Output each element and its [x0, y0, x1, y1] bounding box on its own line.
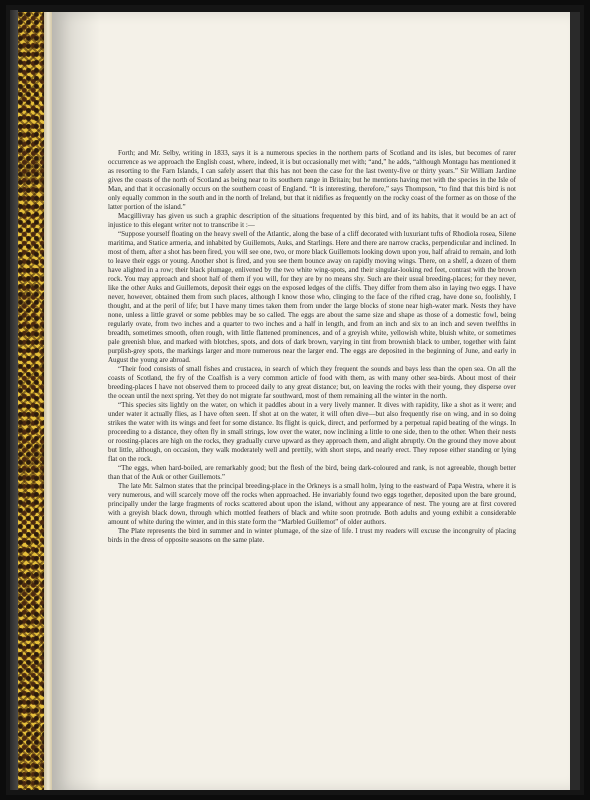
page-stack-edge	[44, 12, 52, 790]
book-page	[52, 12, 570, 790]
book-spine-edge	[10, 10, 18, 790]
gutter-shadow	[52, 12, 100, 790]
paragraph-3: “Suppose yourself floating on the heavy swell of the Atlantic, along the base of a cliff decorated with luxuriant tufts of Rhodiola rosea, Silene maritima, and Statice armeria, and inhabited by Guillemots, Auks, and Starlings. Here and there are narrow cracks, perpendicular and inclined. In most of them, after a shot has been fired, you will see one, two, or more black Guillemots looking down upon you, half afraid to remain, and loth to leave their eggs or young. Another shot is fired, and you see them bounce away on rapidly moving wings. There, on a shelf, a dozen of them have alighted in a row; their black plumage, enlivened by the two white wing-spots, and their singular-looking red feet, contrast with the brown rock. You may approach and shoot half of them if you will, for they are by no means shy. Such are their usual breeding-places; for they never, like the other Auks and Guillemots, deposit their eggs on the exposed ledges of the cliffs. They differ from them also in laying two eggs. I have never, however, obtained them from such places, although I know those who, clinging to the face of the rifted crag, have done so, foolishly, I thought, and at the peril of life; but I have many times taken them from under the large blocks of stone near high-water mark. Nests they have none, unless a little gravel or some pebbles may be so called. The eggs are about the same size and shape as those of a domestic fowl, being regularly ovate, from two inches and a quarter to two inches and a half in length, and from an inch and six to an inch and seven twelfths in breadth, sometimes smooth, often rough, with little flattened prominences, and of a greyish white, yellowish white, bluish white, or sometimes pale greenish blue, and marked with blotches, spots, and dots of dark brown, varying in tint from brownish black to umber, together with faint purplish-grey spots, the markings larger and more numerous near the larger end. The eggs are deposited in the beginning of June, and early in August the young are abroad.	[108, 230, 516, 364]
paragraph-2: Macgillivray has given us such a graphic description of the situations frequented by this bird, and of its habits, that it would be an act of injustice to this elegant writer not to transcribe it :—	[108, 212, 516, 229]
paragraph-5: “This species sits lightly on the water, on which it paddles about in a very lively manner. It dives with rapidity, like a shot as it were; and under water it actually flies, as I have often seen. If shot at on the water, it will often dive—but also frequently rise on wing, and in so doing strikes the water with its wings and feet for some distance. Its flight is quick, direct, and performed by a perpetual rapid beating of the wings. In proceeding to a distance, they often fly in small strings, low over the water, now inclining a little to one side, then to the other. When their nests or roosting-places are high on the rocks, they gradually curve upward as they approach them, and alight abruptly. On the ground they move about but little, although, on occasion, they walk moderately well and prettily, with short steps, and nearly erect. They repose either standing or lying flat on the rock.	[108, 401, 516, 463]
scan-right-border	[570, 12, 580, 790]
paragraph-1: Forth; and Mr. Selby, writing in 1833, says it is a numerous species in the northern parts of Scotland and its isles, but becomes of rarer occurrence as we approach the English coast, where, indeed, it is but occasionally met with; “and,” he adds, “although Montagu has mentioned it as resorting to the Farn Islands, I can safely assert that this has not been the case for the last twenty-five or thirty years.” Sir William Jardine gives the coasts of the north of Scotland as being near to its southern range in Britain; but he mentions having met with the species in the Isle of Man, and that it occasionally occurs on the southern coast of England. “It is interesting, therefore,” says Thompson, “to find that this bird is not only equally common in the south and in the north of Ireland, but that it nidifies as frequently on the rocky coast of the former as on those of the latter portion of the island.”	[108, 149, 516, 211]
paragraph-7: The late Mr. Salmon states that the principal breeding-place in the Orkneys is a small holm, lying to the eastward of Papa Westra, where it is very numerous, and will scarcely move off the rocks when approached. He invariably found two eggs together, deposited upon the bare ground, principally under the large fragments of rocks scattered about upon the island, without any appearance of nest. The young are at first covered with a greyish black down, through which mottled feathers of black and white soon protrude. Both adults and young exhibit a considerable amount of white during the winter, and in this state form the “Marbled Guillemot” of older authors.	[108, 482, 516, 526]
paragraph-6: “The eggs, when hard-boiled, are remarkably good; but the flesh of the bird, being dark-coloured and rank, is not agreeable, though better than that of the Auk or other Guillemots.”	[108, 464, 516, 481]
body-text	[108, 149, 516, 545]
paragraph-4: “Their food consists of small fishes and crustacea, in search of which they frequent the sounds and bays less than the open sea. On all the coasts of Scotland, the fry of the Coalfish is a very common article of food with them, as with many other sea-birds. About most of their breeding-places I have not observed them to proceed daily to any great distance; but, on leaving the rocks with their young, they disperse over the ocean until the next spring. Yet they do not migrate far southward, most of them remaining all the winter in the north.	[108, 365, 516, 400]
marbled-page-edge	[18, 12, 44, 790]
paragraph-8: The Plate represents the bird in summer and in winter plumage, of the size of life. I trust my readers will excuse the incongruity of placing birds in the dress of opposite seasons on the same plate.	[108, 527, 516, 544]
